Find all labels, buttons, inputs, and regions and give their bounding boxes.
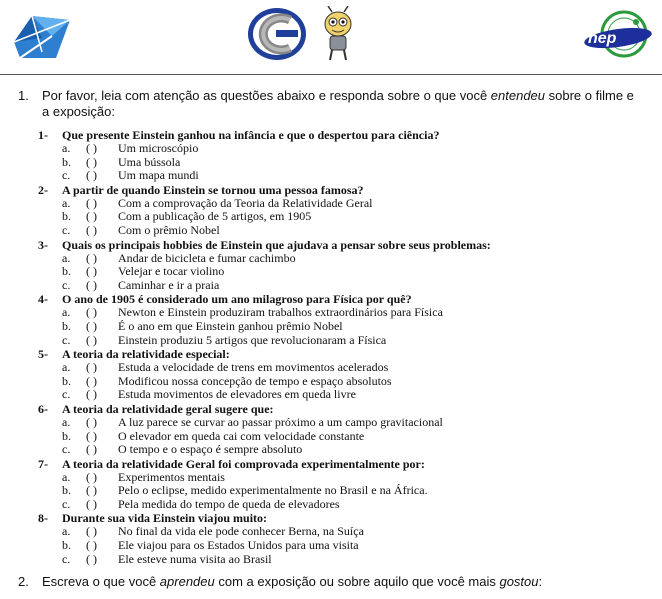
question-number: 8- (38, 511, 48, 526)
instruction-2-text-c: : (538, 574, 543, 589)
option-text: Um microscópio (118, 141, 199, 155)
answer-checkbox[interactable]: ( ) (86, 277, 97, 292)
answer-checkbox[interactable]: ( ) (86, 141, 97, 155)
option-text: Estuda a velocidade de trens em movimentos acelerados (118, 360, 389, 375)
question-number: 4- (38, 292, 48, 307)
option-letter: a. (62, 360, 71, 375)
answer-option (38, 197, 648, 211)
option-text: Pelo o eclipse, medido experimentalmente no Brasil e na África. (118, 483, 428, 498)
option-letter: c. (62, 496, 71, 511)
instruction-1-text-b: sobre o filme e a exposição: (42, 88, 634, 119)
answer-option (38, 320, 648, 334)
option-text: Pela medida do tempo de queda de elevadores (118, 496, 340, 511)
question-number: 6- (38, 401, 48, 416)
answer-checkbox[interactable]: ( ) (86, 373, 97, 388)
instruction-2-text-a: Escreva o que você (42, 574, 160, 589)
answer-option (38, 265, 648, 279)
option-text: Newton e Einstein produziram trabalhos extraordinários para Física (118, 305, 443, 320)
instruction-2-emphasis-b: gostou (499, 574, 539, 589)
option-text: É o ano em que Einstein ganhou prêmio Nobel (118, 318, 343, 333)
option-text: Caminhar e ir a praia (118, 277, 220, 292)
instruction-2-text (42, 574, 542, 590)
answer-option (38, 156, 648, 170)
answer-checkbox[interactable]: ( ) (86, 524, 97, 539)
answer-option (38, 361, 648, 375)
question-heading (38, 292, 648, 306)
question-text: O ano de 1905 é considerado um ano milagroso para Física por quê? (62, 292, 412, 307)
option-text: Ele esteve numa visita ao Brasil (118, 551, 272, 566)
answer-option (38, 306, 648, 320)
answer-option (38, 334, 648, 348)
option-text: O elevador em queda cai com velocidade constante (118, 428, 365, 443)
question-text: A teoria da relatividade especial: (62, 347, 230, 362)
c-logo-icon (246, 6, 308, 62)
answer-option (38, 525, 648, 539)
header-divider (0, 74, 662, 75)
answer-checkbox[interactable]: ( ) (86, 209, 97, 224)
answer-checkbox[interactable]: ( ) (86, 264, 97, 279)
answer-option (38, 539, 648, 553)
option-letter: c. (62, 168, 71, 183)
option-text: Com o prêmio Nobel (118, 222, 220, 237)
option-letter: a. (62, 141, 71, 155)
option-text: A luz parece se curvar ao passar próximo a um campo gravitacional (118, 414, 443, 429)
question-block (38, 183, 648, 238)
option-letter: a. (62, 195, 71, 210)
question-block (38, 457, 648, 512)
instruction-1-number: 1. (18, 88, 29, 103)
question-heading (38, 511, 648, 525)
question-block (38, 347, 648, 402)
option-text: Modificou nossa concepção de tempo e espaço absolutos (118, 373, 392, 388)
instruction-1-text-a: Por favor, leia com atenção as questões abaixo e responda sobre o que você (42, 88, 491, 103)
option-letter: c. (62, 277, 71, 292)
mascot-icon (318, 6, 358, 62)
answer-option (38, 375, 648, 389)
question-heading (38, 238, 648, 252)
question-number: 1- (38, 128, 48, 142)
page-header (0, 0, 662, 72)
option-text: Com a publicação de 5 artigos, em 1905 (118, 209, 312, 224)
instruction-1-text (42, 88, 642, 120)
question-text: Durante sua vida Einstein viajou muito: (62, 511, 268, 526)
answer-option (38, 388, 648, 402)
answer-checkbox[interactable]: ( ) (86, 360, 97, 375)
question-block (38, 511, 648, 566)
answer-option (38, 484, 648, 498)
option-letter: a. (62, 305, 71, 320)
answer-checkbox[interactable]: ( ) (86, 483, 97, 498)
question-block (38, 128, 648, 183)
option-letter: b. (62, 154, 71, 169)
option-letter: c. (62, 442, 71, 457)
option-text: Estuda movimentos de elevadores em queda livre (118, 387, 356, 402)
option-text: O tempo e o espaço é sempre absoluto (118, 442, 303, 457)
answer-checkbox[interactable]: ( ) (86, 538, 97, 553)
answer-checkbox[interactable]: ( ) (86, 387, 97, 402)
option-letter: b. (62, 264, 71, 279)
answer-checkbox[interactable]: ( ) (86, 250, 97, 265)
option-text: Ele viajou para os Estados Unidos para uma visita (118, 538, 359, 553)
answer-checkbox[interactable]: ( ) (86, 222, 97, 237)
nep-logo-icon (574, 10, 656, 58)
question-heading (38, 347, 648, 361)
answer-checkbox[interactable]: ( ) (86, 414, 97, 429)
option-letter: a. (62, 250, 71, 265)
question-number: 2- (38, 182, 48, 197)
option-letter: b. (62, 428, 71, 443)
instruction-1-emphasis: entendeu (490, 88, 546, 103)
geometric-logo-icon (12, 12, 72, 62)
answer-option (38, 169, 648, 183)
answer-checkbox[interactable]: ( ) (86, 551, 97, 566)
answer-option (38, 498, 648, 512)
question-number: 7- (38, 456, 48, 471)
question-text: A teoria da relatividade geral sugere que: (62, 401, 274, 416)
answer-option (38, 471, 648, 485)
answer-checkbox[interactable]: ( ) (86, 496, 97, 511)
answer-option (38, 443, 648, 457)
answer-option (38, 142, 648, 156)
answer-option (38, 224, 648, 238)
svg-text:nep: nep (588, 30, 617, 47)
question-heading (38, 402, 648, 416)
answer-checkbox[interactable]: ( ) (86, 332, 97, 347)
instruction-2-number: 2. (18, 574, 29, 589)
answer-option (38, 252, 648, 266)
option-text: Uma bússola (118, 154, 181, 169)
answer-option (38, 553, 648, 567)
question-heading (38, 457, 648, 471)
question-heading (38, 183, 648, 197)
answer-checkbox[interactable]: ( ) (86, 168, 97, 183)
answer-option (38, 430, 648, 444)
question-heading (38, 128, 648, 142)
option-text: Einstein produziu 5 artigos que revolucionaram a Física (118, 332, 387, 347)
option-letter: c. (62, 332, 71, 347)
option-letter: a. (62, 524, 71, 539)
question-block (38, 402, 648, 457)
answer-option (38, 279, 648, 293)
question-list (38, 128, 648, 566)
instruction-2-text-b: com a exposição ou sobre aquilo que você mais (214, 574, 500, 589)
answer-checkbox[interactable]: ( ) (86, 195, 97, 210)
question-block (38, 238, 648, 293)
answer-option (38, 210, 648, 224)
question-number: 5- (38, 347, 48, 362)
option-letter: b. (62, 373, 71, 388)
question-text: A teoria da relatividade Geral foi comprovada experimentalmente por: (62, 456, 425, 471)
option-letter: c. (62, 222, 71, 237)
question-number: 3- (38, 237, 48, 252)
option-text: Com a comprovação da Teoria da Relatividade Geral (118, 195, 373, 210)
option-letter: b. (62, 483, 71, 498)
question-text: Quais os principais hobbies de Einstein que ajudava a pensar sobre seus problemas: (62, 237, 491, 252)
answer-checkbox[interactable]: ( ) (86, 154, 97, 169)
answer-checkbox[interactable]: ( ) (86, 442, 97, 457)
answer-option (38, 416, 648, 430)
option-letter: b. (62, 538, 71, 553)
option-letter: c. (62, 387, 71, 402)
option-letter: b. (62, 318, 71, 333)
option-text: Andar de bicicleta e fumar cachimbo (118, 250, 296, 265)
answer-checkbox[interactable]: ( ) (86, 318, 97, 333)
option-text: Velejar e tocar violino (118, 264, 225, 279)
option-text: Experimentos mentais (118, 469, 225, 484)
option-letter: c. (62, 551, 71, 566)
instruction-2-emphasis-a: aprendeu (159, 574, 215, 589)
option-text: No final da vida ele pode conhecer Berna, na Suíça (118, 524, 364, 539)
option-letter: a. (62, 414, 71, 429)
answer-checkbox[interactable]: ( ) (86, 305, 97, 320)
question-text: A partir de quando Einstein se tornou uma pessoa famosa? (62, 182, 364, 197)
answer-checkbox[interactable]: ( ) (86, 469, 97, 484)
option-text: Um mapa mundi (118, 168, 199, 183)
answer-checkbox[interactable]: ( ) (86, 428, 97, 443)
option-letter: b. (62, 209, 71, 224)
option-letter: a. (62, 469, 71, 484)
question-text: Que presente Einstein ganhou na infância e que o despertou para ciência? (62, 128, 440, 142)
question-block (38, 292, 648, 347)
